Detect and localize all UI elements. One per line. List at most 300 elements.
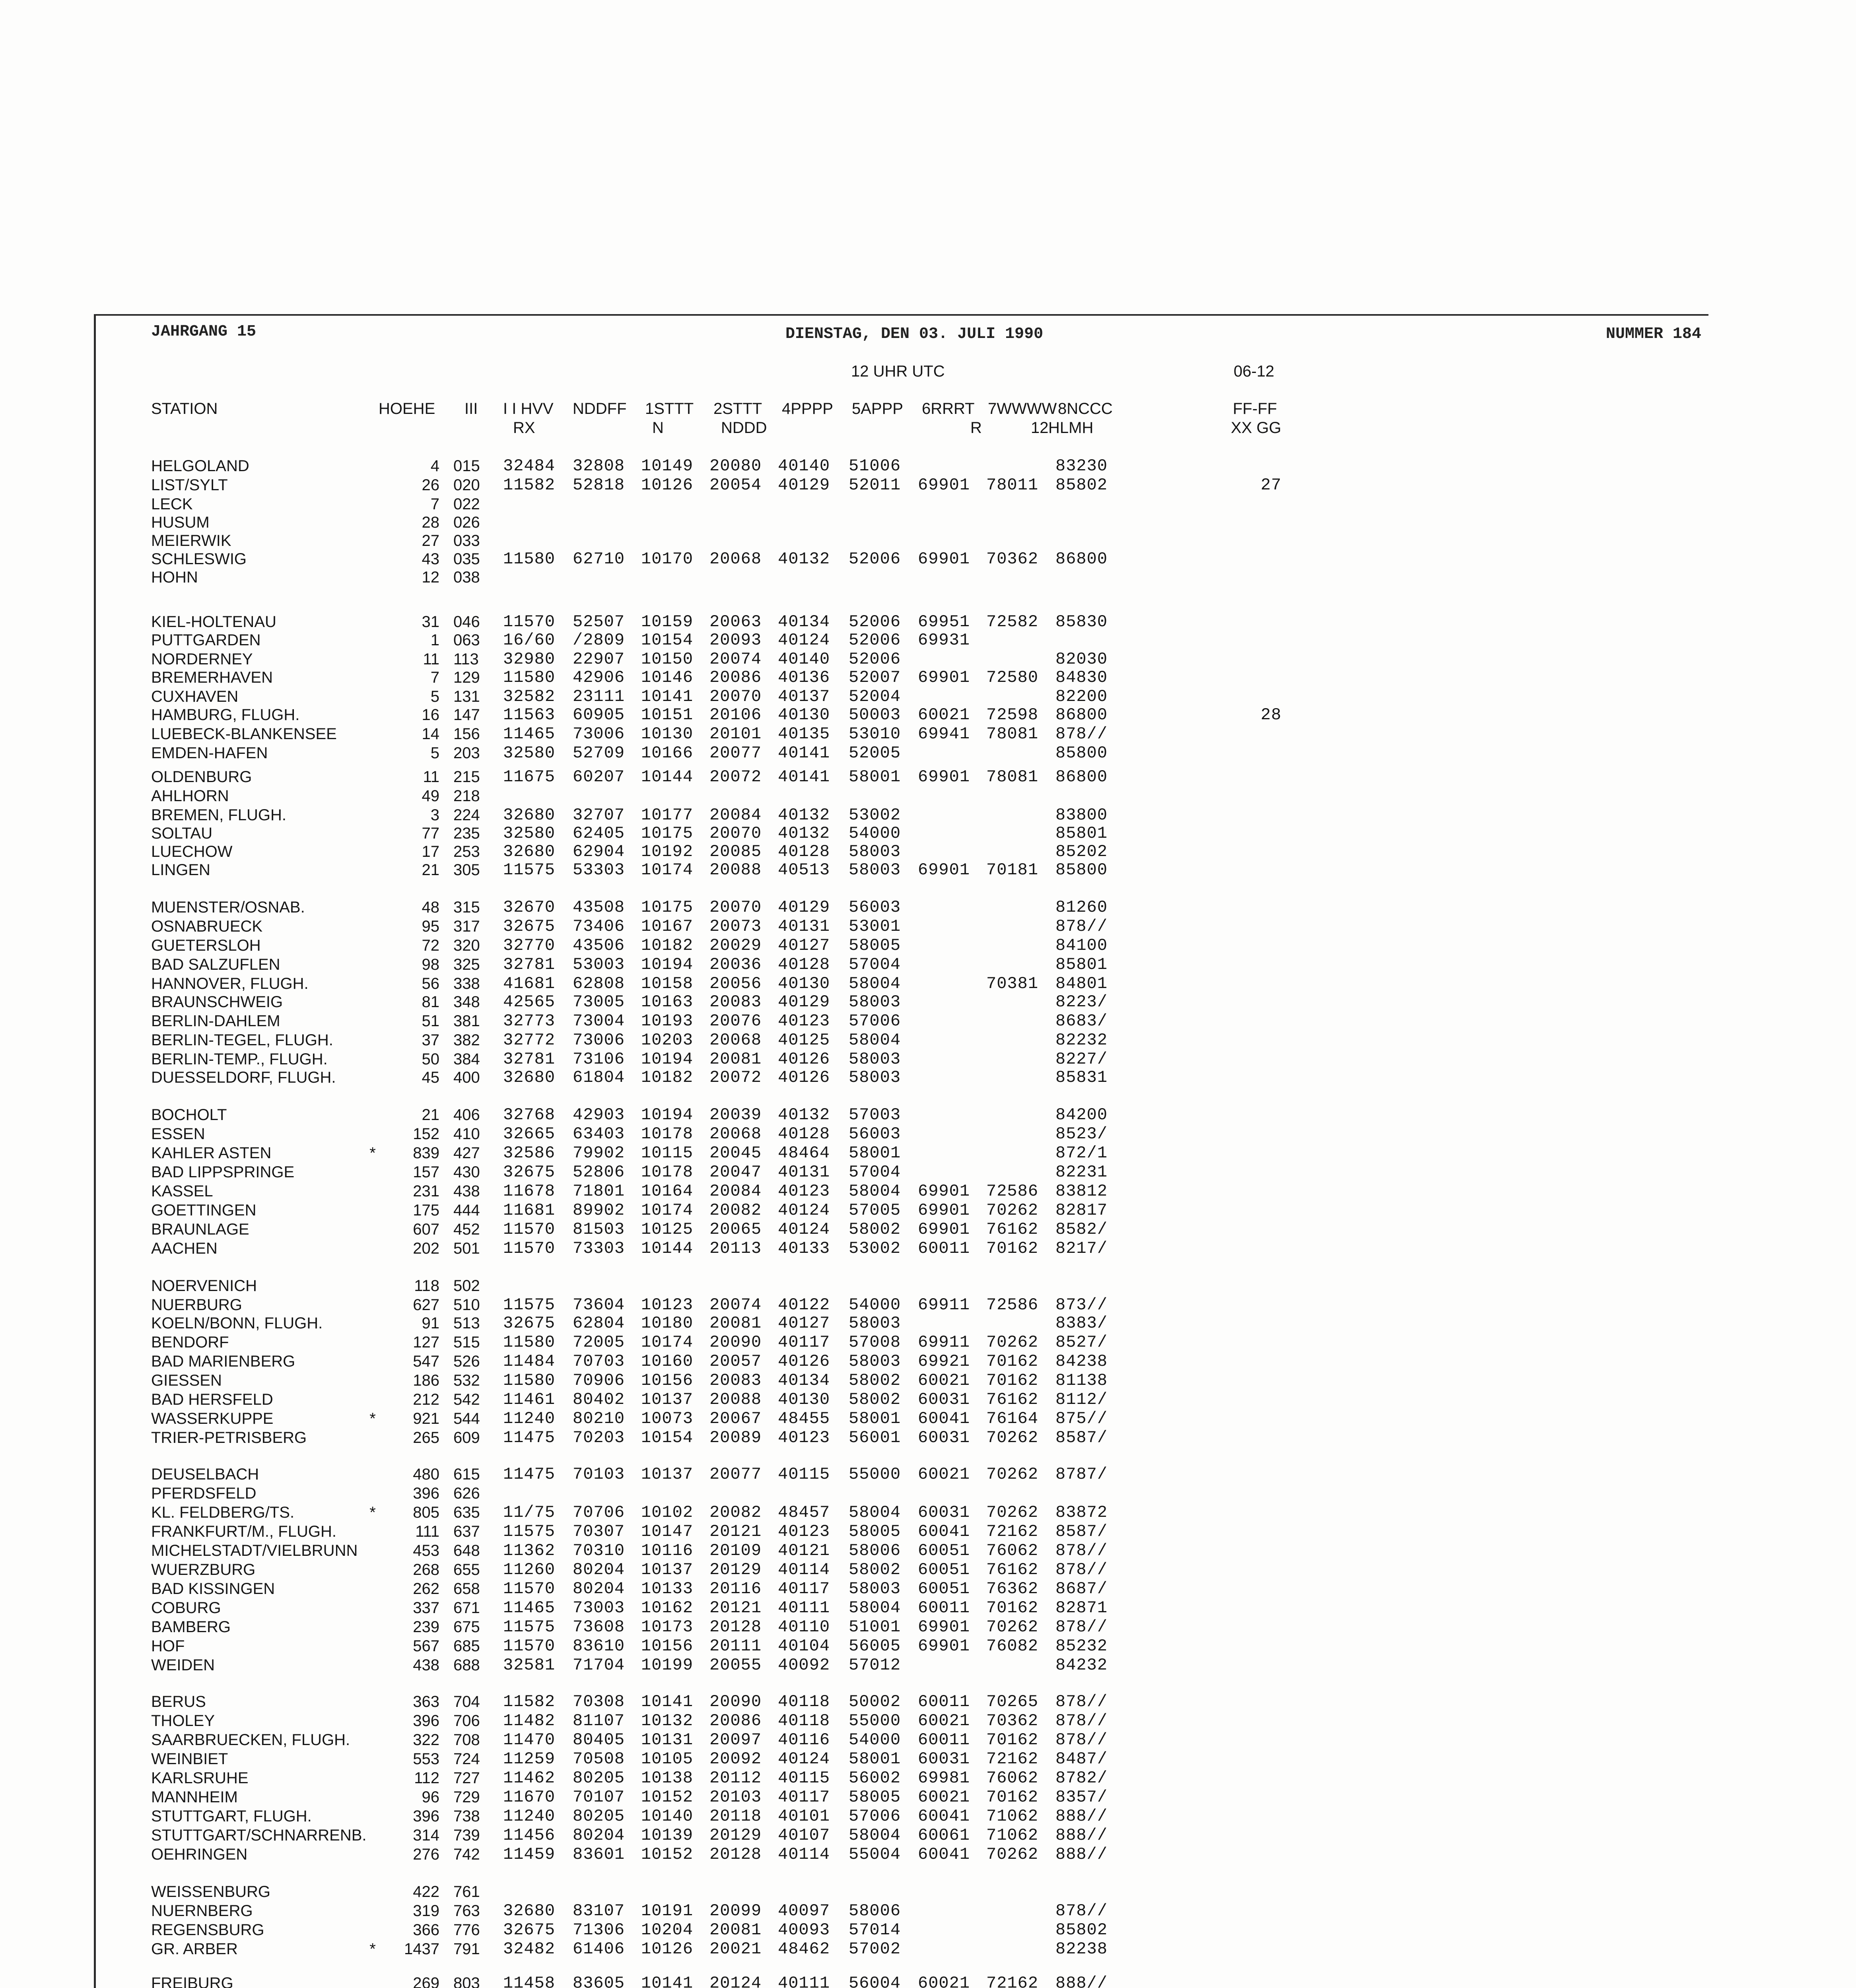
col-group7: 6RRRT (922, 400, 975, 417)
synop-group: 11465 (503, 1598, 556, 1617)
synop-group: 878// (1055, 724, 1108, 744)
synop-group: 11670 (503, 1788, 556, 1807)
synop-group: 60041 (918, 1845, 970, 1864)
synop-group: 20074 (709, 1295, 762, 1314)
synop-group: 60031 (918, 1390, 970, 1409)
synop-group: 32781 (503, 955, 556, 974)
synop-group: 63403 (573, 1124, 625, 1143)
synop-group: 70703 (573, 1352, 625, 1371)
table-row (0, 1974, 1856, 1988)
synop-group: 10150 (641, 650, 694, 669)
synop-group: 10199 (641, 1656, 694, 1675)
synop-group: 40122 (778, 1295, 830, 1314)
station-height: 28 (422, 514, 439, 531)
synop-group: 10204 (641, 1920, 694, 1939)
station-height: 118 (414, 1277, 439, 1295)
station-number: 648 (453, 1542, 480, 1559)
station-number: 113 (453, 650, 479, 668)
synop-group: 10177 (641, 806, 694, 825)
synop-group: 73303 (573, 1239, 625, 1258)
synop-group: 62904 (573, 842, 625, 861)
table-row (0, 1901, 1856, 1920)
issue-date: DIENSTAG, DEN 03. JULI 1990 (785, 325, 1044, 343)
synop-group: 20118 (709, 1807, 762, 1826)
synop-group: 69901 (918, 1182, 970, 1201)
synop-group: 72586 (986, 1295, 1039, 1314)
station-number: 253 (453, 843, 480, 860)
station-height: 239 (413, 1618, 439, 1636)
synop-group: 73004 (573, 1011, 625, 1031)
station-number: 675 (453, 1618, 480, 1636)
synop-group: 20072 (709, 1068, 762, 1087)
synop-group: 71306 (573, 1920, 625, 1939)
synop-group: 85801 (1055, 824, 1108, 843)
station-name: PFERDSFELD (151, 1485, 257, 1502)
station-number: 348 (453, 993, 480, 1011)
synop-group: 69931 (918, 631, 970, 650)
synop-group: 20111 (709, 1637, 762, 1656)
station-number: 400 (453, 1069, 480, 1086)
synop-group: 50002 (849, 1692, 901, 1711)
synop-group: 20086 (709, 668, 762, 687)
station-name: LUECHOW (151, 843, 233, 860)
station-number: 708 (453, 1731, 480, 1749)
synop-group: 40132 (778, 549, 830, 569)
station-number: 626 (453, 1485, 480, 1502)
synop-group: 32980 (503, 650, 556, 669)
synop-group: 32768 (503, 1105, 556, 1124)
synop-group: 32770 (503, 936, 556, 955)
station-number: 338 (453, 975, 480, 992)
station-name: WEIDEN (151, 1656, 215, 1674)
station-height: 56 (422, 975, 439, 992)
synop-group: 69901 (918, 1220, 970, 1239)
station-number: 131 (453, 688, 480, 705)
synop-group: 52007 (849, 668, 901, 687)
synop-group: 42565 (503, 992, 556, 1011)
table-row (0, 1352, 1856, 1371)
synop-group: 10125 (641, 1220, 694, 1239)
table-row (0, 1617, 1856, 1637)
synop-group: 10140 (641, 1807, 694, 1826)
synop-group: 69911 (918, 1333, 970, 1352)
station-height: 157 (413, 1163, 439, 1181)
synop-group: 70107 (573, 1788, 625, 1807)
synop-group: 20121 (709, 1522, 762, 1541)
table-row (0, 1503, 1856, 1522)
station-number: 724 (453, 1750, 480, 1768)
synop-group: 40117 (778, 1579, 830, 1598)
synop-group: 20076 (709, 1011, 762, 1031)
synop-group: 40130 (778, 1390, 830, 1409)
synop-group: 10193 (641, 1011, 694, 1031)
synop-group: 85800 (1055, 744, 1108, 763)
synop-group: 58005 (849, 1522, 901, 1541)
synop-group: 58003 (849, 842, 901, 861)
synop-group: 52709 (573, 744, 625, 763)
col-ff-sub: XX GG (1231, 419, 1281, 437)
table-row (0, 1031, 1856, 1050)
synop-group: 20070 (709, 687, 762, 706)
synop-group: 40132 (778, 824, 830, 843)
synop-group: 8227/ (1055, 1050, 1108, 1069)
synop-group: 58006 (849, 1901, 901, 1920)
synop-group: 58001 (849, 767, 901, 786)
station-number: 688 (453, 1656, 480, 1674)
synop-group: 872/1 (1055, 1143, 1108, 1163)
synop-group: 20113 (709, 1239, 762, 1258)
synop-group: 40117 (778, 1333, 830, 1352)
synop-group: 55004 (849, 1845, 901, 1864)
synop-group: 20036 (709, 955, 762, 974)
synop-group: /2809 (573, 631, 625, 650)
synop-group: 40134 (778, 1371, 830, 1390)
synop-group: 10137 (641, 1560, 694, 1579)
table-row (0, 1807, 1856, 1826)
table-row (0, 1522, 1856, 1541)
synop-group: 58001 (849, 1409, 901, 1428)
synop-group: 11260 (503, 1560, 556, 1579)
synop-group: 11570 (503, 1579, 556, 1598)
synop-group: 69901 (918, 1637, 970, 1656)
station-name: MICHELSTADT/VIELBRUNN (151, 1542, 358, 1559)
station-name: SOLTAU (151, 825, 213, 842)
synop-group: 52507 (573, 612, 625, 631)
synop-group: 20088 (709, 1390, 762, 1409)
synop-group: 40128 (778, 842, 830, 861)
synop-group: 20085 (709, 842, 762, 861)
station-height: 49 (422, 787, 439, 805)
synop-group: 40097 (778, 1901, 830, 1920)
station-number: 791 (453, 1940, 480, 1958)
synop-group: 11475 (503, 1465, 556, 1484)
synop-group: 40114 (778, 1560, 830, 1579)
synop-group: 40107 (778, 1826, 830, 1845)
table-row (0, 1920, 1856, 1939)
wind-gust-value: 27 (1261, 476, 1282, 495)
table-row (0, 936, 1856, 955)
synop-group: 11575 (503, 1617, 556, 1637)
synop-group: 10175 (641, 824, 694, 843)
station-number: 129 (453, 669, 480, 686)
synop-group: 40129 (778, 992, 830, 1011)
table-row (0, 917, 1856, 936)
synop-group: 32582 (503, 687, 556, 706)
table-row (0, 1314, 1856, 1333)
table-row (0, 1390, 1856, 1409)
synop-group: 52005 (849, 744, 901, 763)
station-height: 396 (413, 1712, 439, 1730)
synop-group: 8587/ (1055, 1428, 1108, 1447)
station-height: 186 (413, 1372, 439, 1389)
synop-group: 40129 (778, 898, 830, 917)
col-group3: 1STTT (645, 400, 694, 417)
synop-group: 40124 (778, 631, 830, 650)
station-name: SCHLESWIG (151, 550, 247, 568)
synop-group: 60031 (918, 1503, 970, 1522)
synop-group: 20129 (709, 1826, 762, 1845)
station-name: OLDENBURG (151, 768, 252, 786)
synop-group: 56004 (849, 1974, 901, 1988)
station-number: 381 (453, 1012, 480, 1030)
synop-group: 54000 (849, 1730, 901, 1749)
synop-group: 40092 (778, 1656, 830, 1675)
station-height: 152 (413, 1125, 439, 1143)
station-name: KASSEL (151, 1182, 213, 1200)
synop-group: 57004 (849, 955, 901, 974)
synop-group: 42903 (573, 1105, 625, 1124)
station-number: 063 (453, 631, 480, 649)
synop-group: 20116 (709, 1579, 762, 1598)
station-number: 544 (453, 1410, 480, 1427)
synop-group: 83812 (1055, 1182, 1108, 1201)
synop-group: 81107 (573, 1711, 625, 1730)
synop-group: 86800 (1055, 549, 1108, 569)
station-number: 658 (453, 1580, 480, 1598)
synop-group: 8782/ (1055, 1769, 1108, 1788)
table-row (0, 1749, 1856, 1769)
station-height: 51 (422, 1012, 439, 1030)
station-name: HAMBURG, FLUGH. (151, 706, 300, 724)
station-height: 231 (413, 1182, 439, 1200)
synop-group: 11575 (503, 1295, 556, 1314)
synop-group: 40124 (778, 1201, 830, 1220)
table-row (0, 1220, 1856, 1239)
synop-group: 10146 (641, 668, 694, 687)
station-name: GOETTINGEN (151, 1202, 257, 1219)
synop-group: 51001 (849, 1617, 901, 1637)
station-height: 31 (422, 613, 439, 631)
synop-group: 10175 (641, 898, 694, 917)
synop-group: 20070 (709, 898, 762, 917)
synop-group: 58004 (849, 1503, 901, 1522)
synop-group: 70362 (986, 549, 1039, 569)
synop-group: 70265 (986, 1692, 1039, 1711)
synop-group: 70103 (573, 1465, 625, 1484)
synop-group: 73106 (573, 1050, 625, 1069)
synop-group: 82817 (1055, 1201, 1108, 1220)
synop-group: 10160 (641, 1352, 694, 1371)
synop-group: 10182 (641, 936, 694, 955)
synop-group: 55000 (849, 1711, 901, 1730)
synop-group: 20063 (709, 612, 762, 631)
synop-group: 76362 (986, 1579, 1039, 1598)
station-name: MANNHEIM (151, 1788, 238, 1806)
col-group1-sub: RX (513, 419, 535, 437)
station-number: 706 (453, 1712, 480, 1730)
mountain-station-marker: * (369, 1940, 376, 1958)
synop-group: 40127 (778, 1314, 830, 1333)
synop-group: 78011 (986, 476, 1039, 495)
station-height: 21 (422, 861, 439, 879)
synop-group: 71704 (573, 1656, 625, 1675)
synop-group: 48464 (778, 1143, 830, 1163)
synop-group: 40116 (778, 1730, 830, 1749)
synop-group: 73006 (573, 1031, 625, 1050)
synop-group: 10138 (641, 1769, 694, 1788)
synop-group: 10132 (641, 1711, 694, 1730)
synop-group: 20072 (709, 767, 762, 786)
station-number: 033 (453, 532, 480, 549)
synop-group: 40141 (778, 744, 830, 763)
synop-group: 20088 (709, 860, 762, 879)
synop-group: 40117 (778, 1788, 830, 1807)
table-row (0, 495, 1856, 514)
synop-group: 10149 (641, 456, 694, 476)
synop-group: 11570 (503, 1239, 556, 1258)
station-name: GR. ARBER (151, 1940, 238, 1958)
synop-group: 8587/ (1055, 1522, 1108, 1541)
station-height: 553 (413, 1750, 439, 1768)
synop-group: 10194 (641, 1050, 694, 1069)
station-name: STUTTGART, FLUGH. (151, 1807, 312, 1825)
station-height: 5 (430, 744, 439, 762)
synop-group: 52806 (573, 1163, 625, 1182)
synop-group: 85802 (1055, 476, 1108, 495)
synop-group: 10174 (641, 860, 694, 879)
table-row (0, 568, 1856, 587)
synop-group: 10182 (641, 1068, 694, 1087)
synop-group: 20068 (709, 549, 762, 569)
synop-group: 58002 (849, 1220, 901, 1239)
synop-group: 8487/ (1055, 1749, 1108, 1769)
station-height: 567 (413, 1637, 439, 1655)
table-row (0, 1105, 1856, 1124)
station-height: 363 (413, 1693, 439, 1710)
table-row (0, 1939, 1856, 1959)
synop-group: 40111 (778, 1598, 830, 1617)
synop-group: 10139 (641, 1826, 694, 1845)
table-row (0, 1656, 1856, 1675)
synop-group: 20021 (709, 1939, 762, 1959)
synop-group: 69951 (918, 612, 970, 631)
synop-group: 40133 (778, 1239, 830, 1258)
station-height: 11 (423, 650, 439, 668)
synop-group: 80204 (573, 1579, 625, 1598)
synop-group: 32580 (503, 824, 556, 843)
synop-group: 20103 (709, 1788, 762, 1807)
station-name: PUTTGARDEN (151, 631, 261, 649)
synop-group: 80205 (573, 1769, 625, 1788)
synop-group: 40123 (778, 1182, 830, 1201)
synop-group: 70162 (986, 1598, 1039, 1617)
station-number: 502 (453, 1277, 480, 1295)
synop-group: 56002 (849, 1769, 901, 1788)
synop-group: 32580 (503, 744, 556, 763)
synop-group: 83872 (1055, 1503, 1108, 1522)
synop-group: 55000 (849, 1465, 901, 1484)
synop-group: 58006 (849, 1541, 901, 1560)
synop-group: 10159 (641, 612, 694, 631)
synop-group: 69901 (918, 1617, 970, 1637)
synop-group: 40134 (778, 612, 830, 631)
synop-group: 60011 (918, 1239, 970, 1258)
station-number: 444 (453, 1202, 480, 1219)
synop-group: 10174 (641, 1201, 694, 1220)
synop-group: 8523/ (1055, 1124, 1108, 1143)
station-height: 268 (413, 1561, 439, 1578)
synop-group: 70162 (986, 1239, 1039, 1258)
synop-group: 71801 (573, 1182, 625, 1201)
synop-group: 40124 (778, 1749, 830, 1769)
station-name: LECK (151, 495, 193, 513)
synop-group: 58004 (849, 1031, 901, 1050)
station-number: 203 (453, 744, 480, 762)
synop-group: 10162 (641, 1598, 694, 1617)
synop-group: 888// (1055, 1826, 1108, 1845)
station-name: STUTTGART/SCHNARRENB. (151, 1827, 367, 1844)
col-group9-sub: HLMH (1048, 419, 1094, 437)
synop-group: 69901 (918, 860, 970, 879)
station-name: DUESSELDORF, FLUGH. (151, 1069, 336, 1086)
table-row (0, 1692, 1856, 1711)
synop-group: 53303 (573, 860, 625, 879)
synop-group: 62804 (573, 1314, 625, 1333)
synop-group: 57006 (849, 1011, 901, 1031)
synop-group: 10147 (641, 1522, 694, 1541)
synop-group: 60031 (918, 1749, 970, 1769)
synop-group: 60051 (918, 1541, 970, 1560)
station-number: 218 (453, 787, 480, 805)
synop-group: 10163 (641, 992, 694, 1011)
table-row (0, 1409, 1856, 1428)
synop-group: 10151 (641, 705, 694, 724)
station-number: 671 (453, 1599, 480, 1617)
synop-group: 78081 (986, 767, 1039, 786)
synop-group: 85801 (1055, 955, 1108, 974)
station-height: 7 (430, 669, 439, 686)
station-number: 635 (453, 1504, 480, 1521)
synop-group: 82030 (1055, 650, 1108, 669)
synop-group: 85802 (1055, 1920, 1108, 1939)
table-row (0, 1541, 1856, 1560)
synop-group: 878// (1055, 1901, 1108, 1920)
synop-group: 20029 (709, 936, 762, 955)
synop-group: 20124 (709, 1974, 762, 1988)
station-name: KOELN/BONN, FLUGH. (151, 1314, 323, 1332)
table-row (0, 898, 1856, 917)
synop-group: 20067 (709, 1409, 762, 1428)
synop-group: 40136 (778, 668, 830, 687)
synop-group: 10126 (641, 1939, 694, 1959)
synop-group: 8223/ (1055, 992, 1108, 1011)
synop-group: 80204 (573, 1560, 625, 1579)
synop-group: 69901 (918, 668, 970, 687)
synop-group: 878// (1055, 1617, 1108, 1637)
synop-group: 43508 (573, 898, 625, 917)
station-height: 366 (413, 1921, 439, 1939)
synop-group: 878// (1055, 1560, 1108, 1579)
station-number: 427 (453, 1144, 480, 1162)
synop-group: 22907 (573, 650, 625, 669)
synop-group: 10167 (641, 917, 694, 936)
synop-group: 73003 (573, 1598, 625, 1617)
synop-group: 873// (1055, 1295, 1108, 1314)
synop-group: 84801 (1055, 974, 1108, 993)
synop-group: 62405 (573, 824, 625, 843)
synop-group: 81138 (1055, 1371, 1108, 1390)
station-number: 452 (453, 1221, 480, 1238)
synop-group: 32781 (503, 1050, 556, 1069)
synop-group: 57002 (849, 1939, 901, 1959)
synop-group: 43506 (573, 936, 625, 955)
station-name: BAD SALZUFLEN (151, 956, 280, 973)
table-row (0, 767, 1856, 786)
station-height: 50 (422, 1050, 439, 1068)
synop-group: 52818 (573, 476, 625, 495)
synop-group: 11582 (503, 1692, 556, 1711)
synop-group: 10130 (641, 724, 694, 744)
